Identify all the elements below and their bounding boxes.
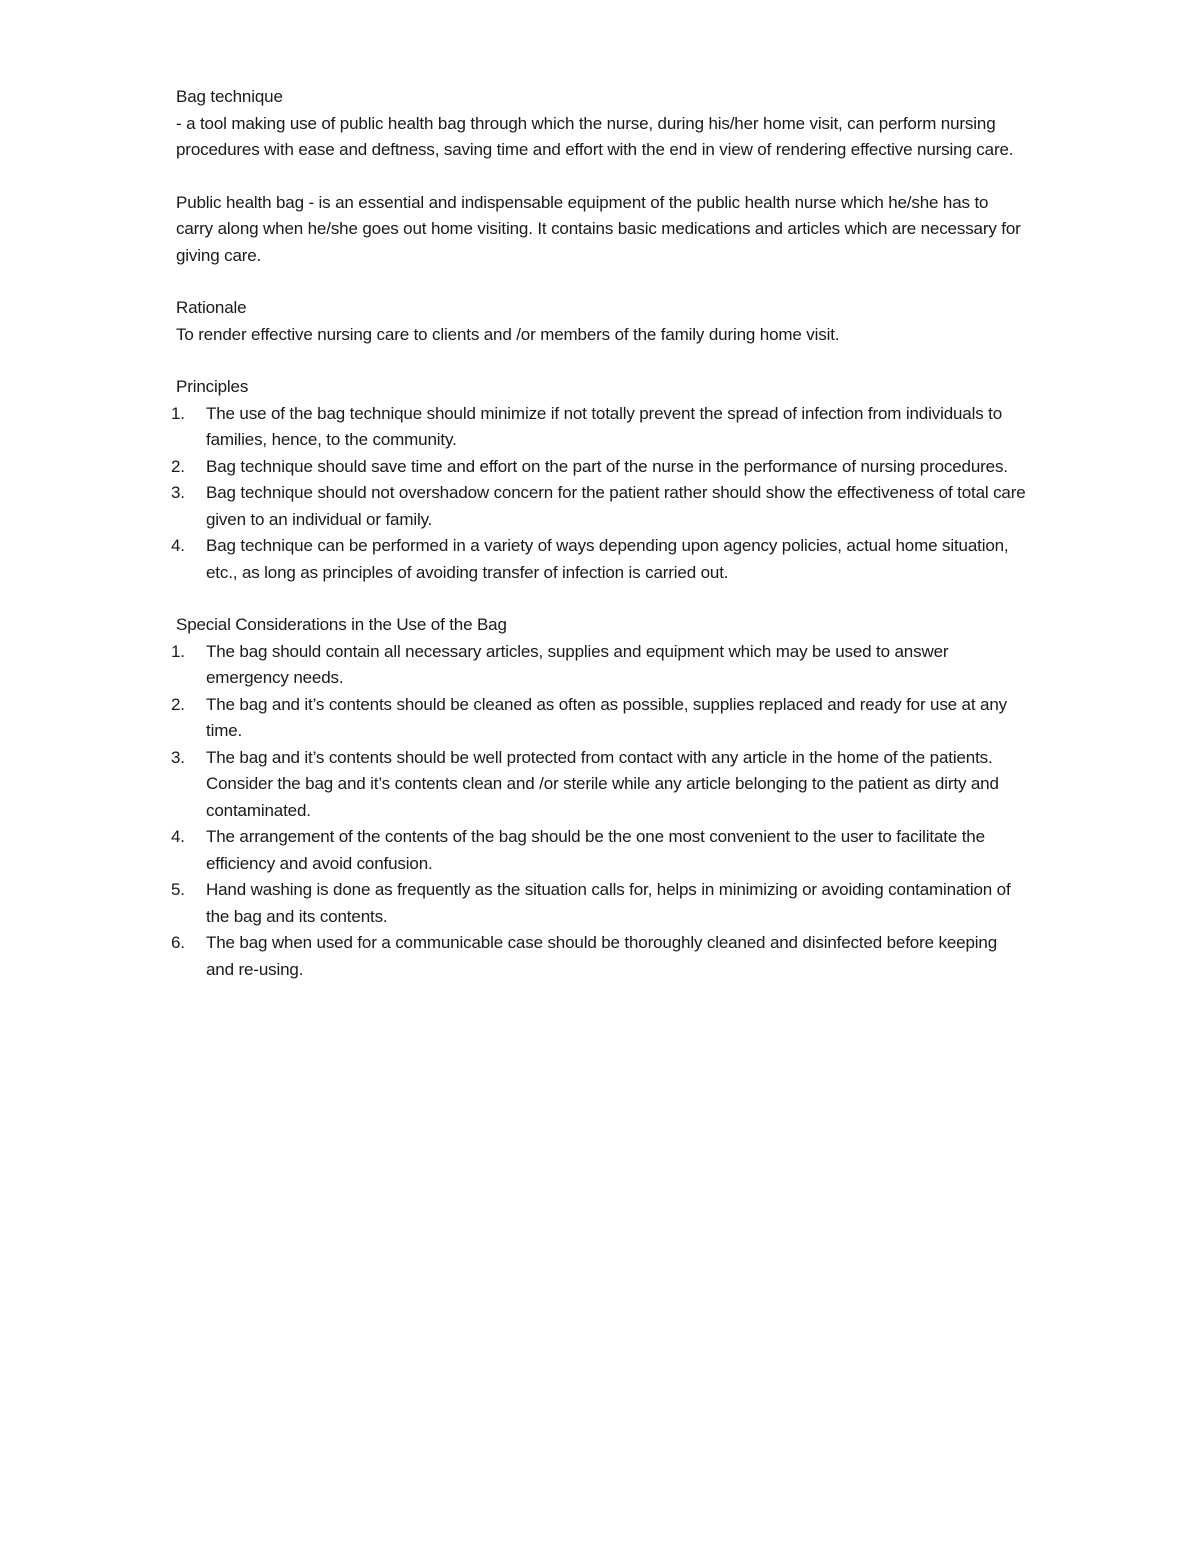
list-item-text: Hand washing is done as frequently as the situation calls for, helps in minimizing or avoiding contamination of the bag and its contents.	[206, 880, 1011, 926]
list-item	[171, 877, 1026, 930]
list-number: 1.	[171, 641, 185, 661]
spacer	[176, 269, 1026, 295]
list-number: 5.	[171, 880, 185, 899]
list-number: 6.	[171, 933, 185, 952]
rationale-text: To render effective nursing care to clients and /or members of the family during home visit.	[176, 324, 840, 344]
list-item	[171, 401, 1026, 454]
document-body	[171, 84, 1026, 983]
list-item	[171, 480, 1026, 533]
list-item-text: The bag should contain all necessary articles, supplies and equipment which may be used to answer emergency needs.	[206, 641, 949, 687]
public-health-bag-paragraph: Public health bag - is an essential and indispensable equipment of the public health nurse which he/she has to carry along when he/she goes out home visiting. It contains basic medications and articles which are necessary for giving care.	[176, 192, 1021, 265]
list-item-text: Bag technique should not overshadow concern for the patient rather should show the effectiveness of total care given to an individual or family.	[206, 483, 1026, 529]
list-item-text: The use of the bag technique should minimize if not totally prevent the spread of infection from individuals to families, hence, to the community.	[206, 403, 1003, 449]
list-item	[171, 824, 1026, 877]
list-item	[171, 639, 1026, 692]
list-number: 3.	[171, 483, 185, 502]
list-item	[171, 745, 1026, 825]
list-item	[171, 930, 1026, 983]
spacer	[176, 164, 1026, 190]
spacer	[176, 348, 1026, 374]
list-number: 2.	[171, 694, 185, 714]
list-item-text: The bag and it’s contents should be cleaned as often as possible, supplies replaced and ready for use at any time.	[206, 694, 1007, 740]
rationale-heading: Rationale	[176, 298, 247, 317]
list-item-text: Bag technique can be performed in a variety of ways depending upon agency policies, actual home situation, etc., as long as principles of avoiding transfer of infection is carried out.	[206, 536, 1009, 582]
special-considerations-list	[171, 639, 1026, 984]
list-number: 1.	[171, 403, 185, 423]
list-item-text: The bag when used for a communicable case should be thoroughly cleaned and disinfected before keeping and re-using.	[206, 933, 997, 979]
list-item	[171, 454, 1026, 481]
list-item	[171, 533, 1026, 586]
list-item-text: Bag technique should save time and effort on the part of the nurse in the performance of nursing procedures.	[206, 456, 1008, 476]
bag-technique-definition: - a tool making use of public health bag through which the nurse, during his/her home visit, can perform nursing procedures with ease and deftness, saving time and effort with the end in view of rendering effective nursing care.	[176, 113, 1014, 159]
list-number: 4.	[171, 827, 185, 846]
list-item-text: The bag and it’s contents should be well protected from contact with any article in the home of the patients. Consider the bag and it’s contents clean and /or sterile while any article belonging to the patient as dirty and contaminated.	[206, 747, 999, 820]
list-number: 4.	[171, 536, 185, 555]
principles-heading: Principles	[176, 377, 249, 396]
principles-list	[171, 401, 1026, 587]
list-number: 2.	[171, 456, 185, 476]
bag-technique-heading: Bag technique	[176, 87, 283, 106]
list-item	[171, 692, 1026, 745]
list-item-text: The arrangement of the contents of the bag should be the one most convenient to the user to facilitate the efficiency and avoid confusion.	[206, 827, 985, 873]
spacer	[176, 586, 1026, 612]
list-number: 3.	[171, 747, 185, 767]
special-considerations-heading: Special Considerations in the Use of the Bag	[176, 615, 507, 634]
